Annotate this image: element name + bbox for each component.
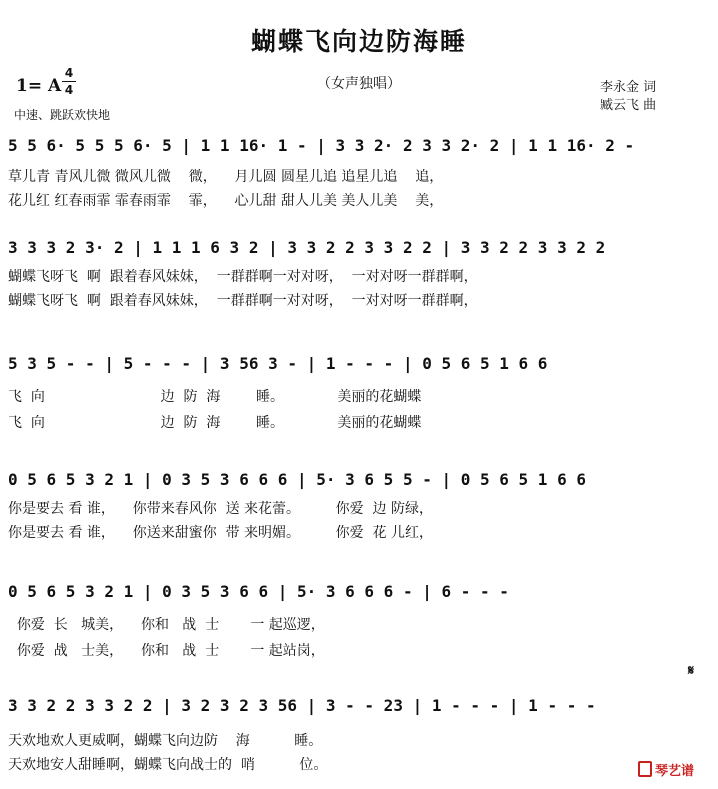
key-signature: 1= A (16, 76, 62, 96)
system-4-lyric-verse-2: 你是要去 看 谁， 你送来甜蜜你 带 来明媚。 你爱 花 儿红， (8, 525, 434, 541)
system-1-lyric-verse-2: 花儿红 红春雨霏 霏春雨霏 霏， 心儿甜 甜人儿美 美人儿美 美， (8, 193, 444, 209)
segno-sign: 𝄋 (688, 663, 695, 679)
system-1-notes: 5 5 6· 5 5 5 6· 5 | 1 1 16· 1 - | 3 3 2· 2 3 3 2· 2 | 1 1 16· 2 - (8, 136, 635, 155)
system-4-lyric-verse-1: 你是要去 看 谁， 你带来春风你 送 来花蕾。 你爱 边 防绿， (8, 501, 434, 517)
song-title: 蝴蝶飞向边防海睡 (250, 27, 467, 56)
credits (600, 79, 656, 115)
site-watermark (638, 760, 694, 779)
system-3-lyric-verse-2: 飞 向 边 防 海 睡。 美丽的花蝴蝶 (8, 415, 422, 431)
time-signature-top: 4 (64, 66, 74, 80)
lyricist-credit: 李永金 词 (600, 80, 657, 95)
system-3-lyric-verse-1: 飞 向 边 防 海 睡。 美丽的花蝴蝶 (8, 389, 422, 405)
watermark-logo-icon (638, 761, 652, 777)
system-5-notes: 0 5 6 5 3 2 1 | 0 3 5 3 6 6 | 5· 3 6 6 6 - | 6 - - - (8, 582, 509, 601)
composer-credit: 臧云飞 曲 (600, 98, 657, 113)
performance-note: （女声独唱） (317, 76, 401, 92)
system-6-notes: 3 3 2 2 3 3 2 2 | 3 2 3 2 3 56 | 3 - - 23 | 1 - - - | 1 - - - (8, 696, 596, 715)
system-3-notes: 5 3 5 - - | 5 - - - | 3 56 3 - | 1 - - - | 0 5 6 5 1 6 6 (8, 354, 548, 373)
system-6-lyric-verse-2: 天欢地安人甜睡啊，蝴蝶飞向战士的 哨 位。 (8, 757, 328, 773)
system-5-lyric-verse-1: 你爱 长 城美， 你和 战 士 一 起巡逻， (8, 617, 325, 633)
system-2-lyric-verse-1: 蝴蝶飞呀飞 啊 跟着春风妹妹， 一群群啊一对对呀， 一对对呀一群群啊， (8, 269, 478, 285)
system-1-lyric-verse-1: 草儿青 青风儿微 微风儿微 微， 月儿圆 圆星儿追 追星儿追 追， (8, 169, 444, 185)
system-5-lyric-verse-2: 你爱 战 士美， 你和 战 士 一 起站岗， (8, 643, 325, 659)
watermark-text: 琴艺谱 (655, 764, 695, 779)
system-4-notes: 0 5 6 5 3 2 1 | 0 3 5 3 6 6 6 | 5· 3 6 5 5 - | 0 5 6 5 1 6 6 (8, 470, 586, 489)
system-6-lyric-verse-1: 天欢地欢人更威啊，蝴蝶飞向边防 海 睡。 (8, 733, 323, 749)
system-2-lyric-verse-2: 蝴蝶飞呀飞 啊 跟着春风妹妹， 一群群啊一对对呀， 一对对呀一群群啊， (8, 293, 478, 309)
time-signature-bottom: 4 (64, 83, 74, 97)
tempo-marking: 中速、跳跃欢快地 (14, 108, 111, 122)
system-2-notes: 3 3 3 2 3· 2 | 1 1 1 6 3 2 | 3 3 2 2 3 3 2 2 | 3 3 2 2 3 3 2 2 (8, 238, 606, 257)
